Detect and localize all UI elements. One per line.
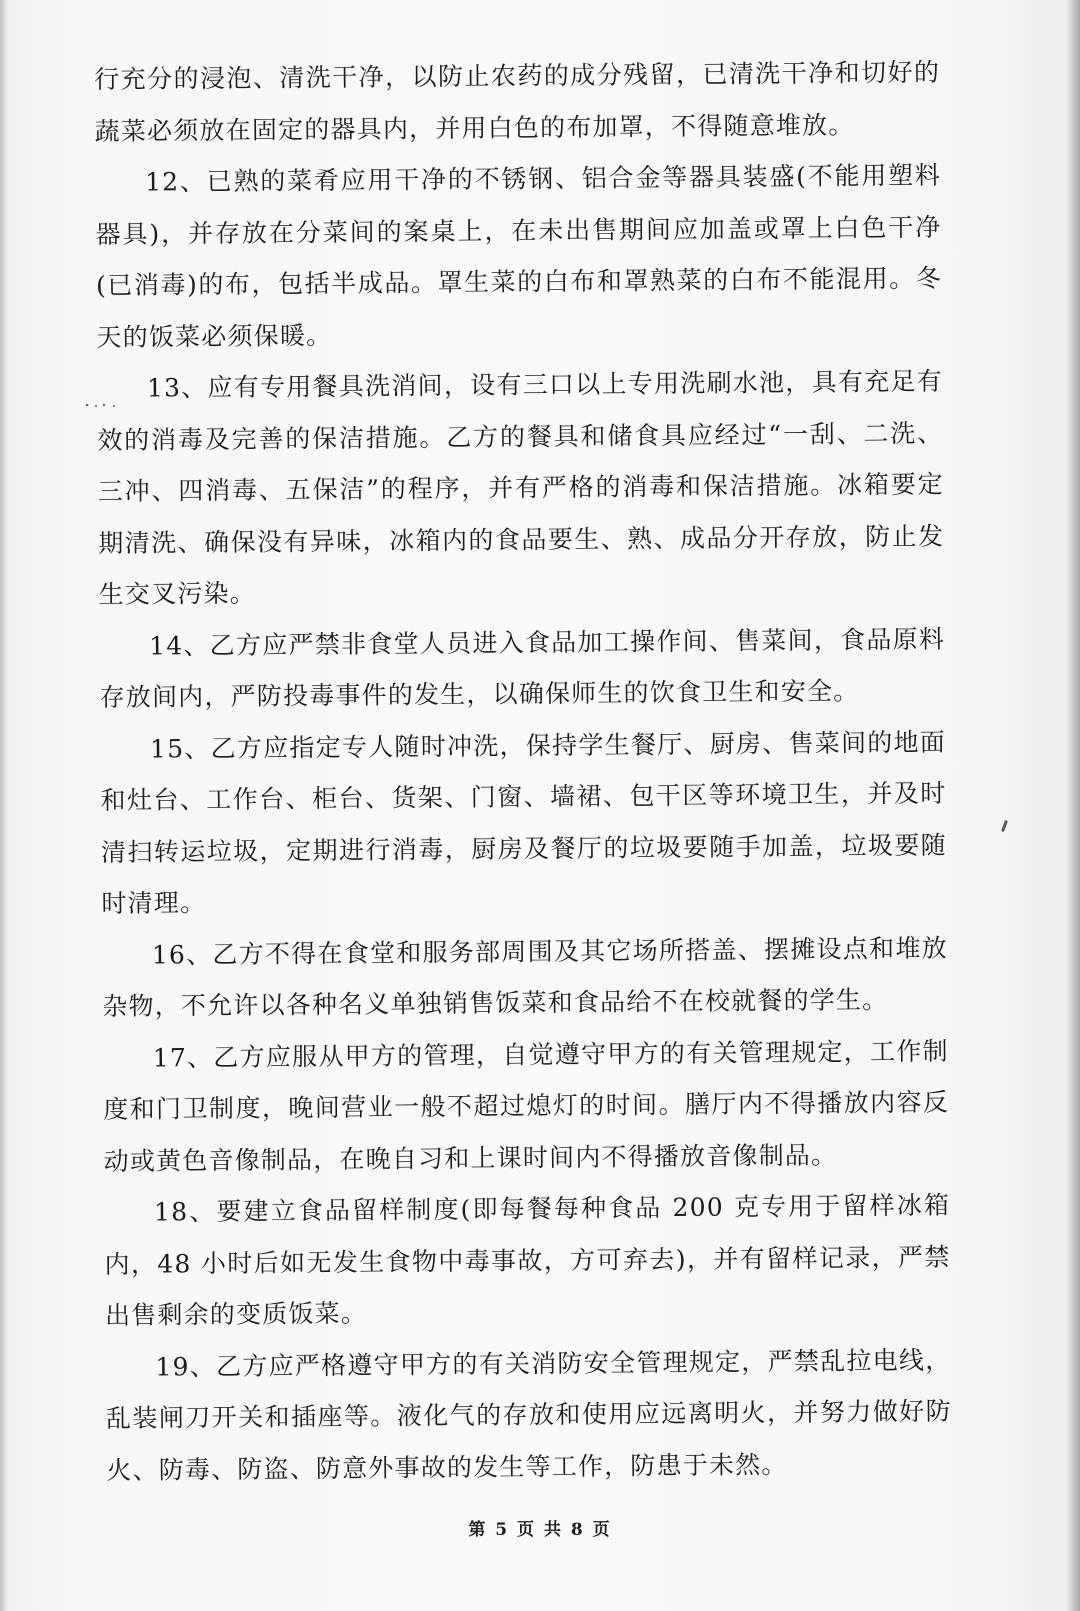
- document-body: [94, 47, 953, 1496]
- page-footer: 第 5 页 共 8 页: [468, 1520, 612, 1540]
- paragraph-item-18: 18、要建立食品留样制度(即每餐每种食品 200 克专用于留样冰箱内，48 小时后如无发生食物中毒事故，方可弃去)，并有留样记录，严禁出售剩余的变质饭菜。: [104, 1190, 951, 1330]
- scan-shadow-right: [1066, 0, 1080, 1611]
- paragraph-continuation: 行充分的浸泡、清洗干净，以防止农药的成分残留，已清洗干净和切好的蔬菜必须放在固定的器具内，并用白色的布加罩，不得随意堆放。: [94, 57, 941, 146]
- paragraph-item-12: 12、已熟的菜肴应用干净的不锈钢、铝合金等器具装盛(不能用塑料器具)，并存放在分菜间的案桌上，在未出售期间应加盖或罩上白色干净(已消毒)的布，包括半成品。罩生菜的白布和罩熟菜的白布不能混用。冬天的饭菜必须保暖。: [95, 160, 943, 352]
- paragraph-item-17: 17、乙方应服从甲方的管理，自觉遵守甲方的有关管理规定，工作制度和门卫制度，晚间营业一般不超过熄灯的时间。膳厅内不得播放内容反动或黄色音像制品，在晚自习和上课时间内不得播放音像制品。: [103, 1036, 950, 1176]
- scan-shadow-left: [0, 0, 8, 1611]
- paragraph-item-15: 15、乙方应指定专人随时冲洗，保持学生餐厅、厨房、售菜间的地面和灶台、工作台、柜台、货架、门窗、墙裙、包干区等环境卫生，并及时清扫转运垃圾，定期进行消毒，厨房及餐厅的垃圾要随手加盖，垃圾要随时清理。: [100, 727, 948, 918]
- paragraph-item-19: 19、乙方应严格遵守甲方的有关消防安全管理规定，严禁乱拉电线，乱装闸刀开关和插座等。液化气的存放和使用应远离明火，并努力做好防火、防毒、防盗、防意外事故的发生等工作，防患于未然。: [105, 1345, 953, 1485]
- paragraph-item-14: 14、乙方应严禁非食堂人员进入食品加工操作间、售菜间，食品原料存放间内，严防投毒事件的发生，以确保师生的饮食卫生和安全。: [99, 624, 946, 712]
- scan-fleck: [1001, 820, 1008, 832]
- paragraph-item-16: 16、乙方不得在食堂和服务部周围及其它场所搭盖、摆摊设点和堆放杂物，不允许以各种名义单独销售饭菜和食品给不在校就餐的学生。: [102, 933, 948, 1021]
- paragraph-item-13: 13、应有专用餐具洗消间，设有三口以上专用洗刷水池，具有充足有效的消毒及完善的保洁措施。乙方的餐具和储食具应经过“一刮、二洗、三冲、四消毒、五保洁”的程序，并有严格的消毒和保洁措施。冰箱要定期清洗、确保没有异味，冰箱内的食品要生、熟、成品分开存放，防止发生交叉污染。: [97, 366, 945, 609]
- scan-smudge: [84, 401, 124, 409]
